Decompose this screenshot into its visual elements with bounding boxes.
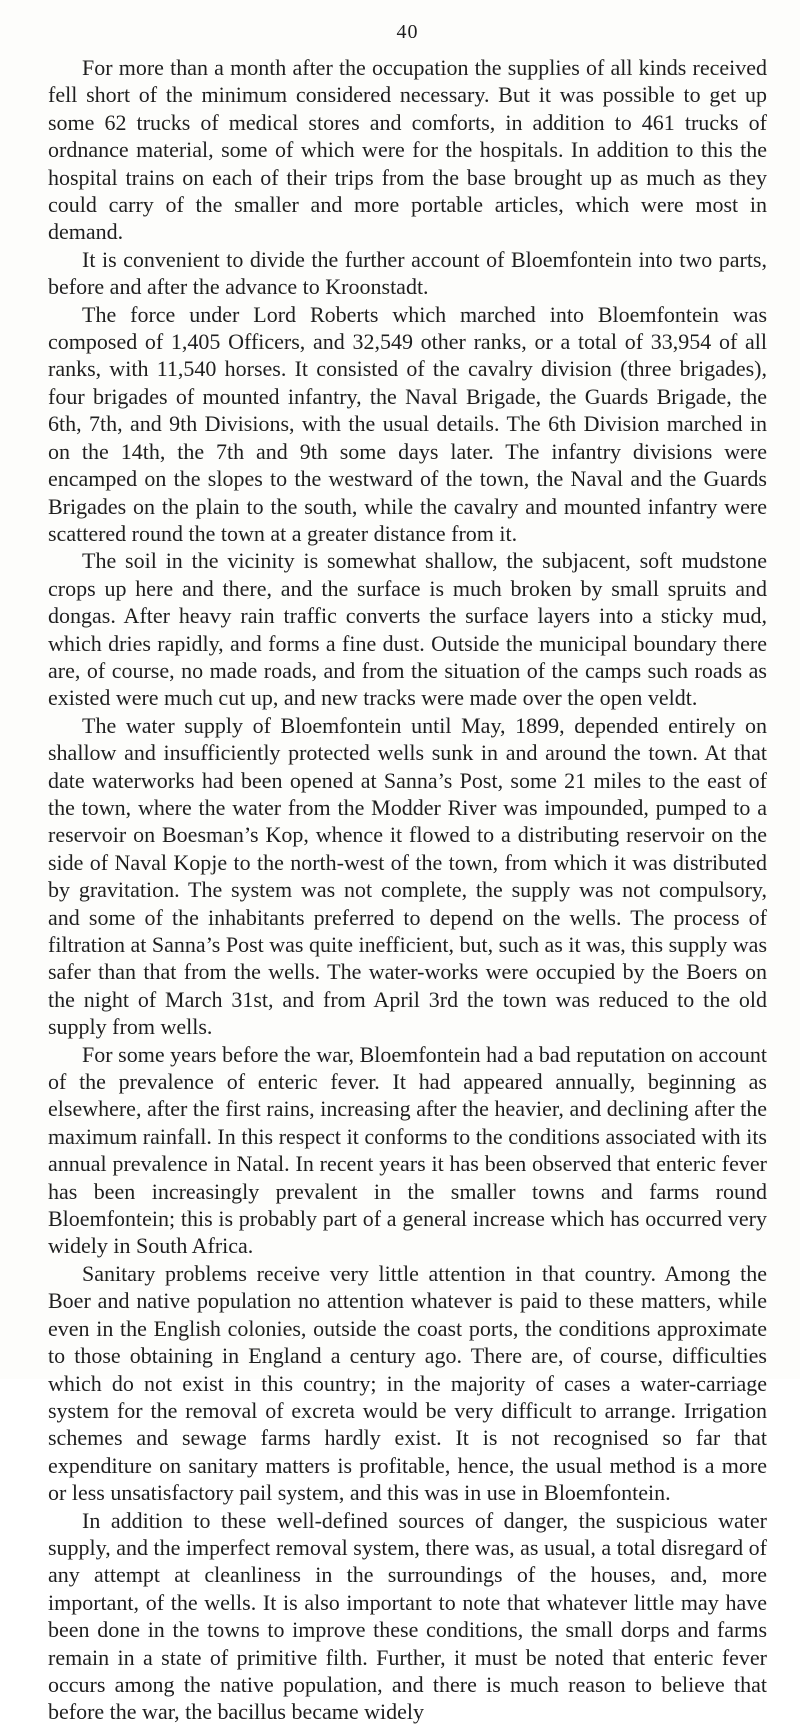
paragraph: It is convenient to divide the further account of Bloemfontein into two parts, before and after the advance to Kroonstadt. [48, 246, 767, 300]
body-text [48, 54, 767, 1726]
paragraph: The soil in the vicinity is somewhat shallow, the subjacent, soft mudstone crops up here and there, and the surface is much broken by small spruits and dongas. After heavy rain traffic converts the surface layers into a sticky mud, which dries rapidly, and forms a fine dust. Outside the municipal boundary there are, of course, no made roads, and from the situation of the camps such roads as existed were much cut up, and new tracks were made over the open veldt. [48, 548, 767, 711]
paragraph: Sanitary problems receive very little attention in that country. Among the Boer and native population no attention whatever is paid to these matters, while even in the English colonies, outside the coast ports, the conditions approximate to those obtaining in England a century ago. There are, of course, difficulties which do not exist in this country; in the majority of cases a water-carriage system for the removal of excreta would be very difficult to arrange. Irrigation schemes and sewage farms hardly exist. It is not recognised so far that expenditure on sanitary matters is profitable, hence, the usual method is a more or less unsatisfactory pail system, and this was in use in Bloemfontein. [48, 1260, 767, 1506]
paragraph: The water supply of Bloemfontein until May, 1899, depended entirely on shallow and insufficiently protected wells sunk in and around the town. At that date waterworks had been opened at Sanna’s Post, some 21 miles to the east of the town, where the water from the Modder River was impounded, pumped to a reservoir on Boesman’s Kop, whence it flowed to a distributing reservoir on the side of Naval Kopje to the north-west of the town, from which it was distributed by gravitation. The system was not complete, the supply was not compulsory, and some of the inhabitants preferred to depend on the wells. The process of filtration at Sanna’s Post was quite inefficient, but, such as it was, this supply was safer than that from the wells. The water-works were occupied by the Boers on the night of March 31st, and from April 3rd the town was reduced to the old supply from wells. [48, 712, 767, 1040]
paragraph: The force under Lord Roberts which marched into Bloemfontein was composed of 1,405 Officers, and 32,549 other ranks, or a total of 33,954 of all ranks, with 11,540 horses. It consisted of the cavalry division (three brigades), four brigades of mounted infantry, the Naval Brigade, the Guards Brigade, the 6th, 7th, and 9th Divisions, with the usual details. The 6th Division marched in on the 14th, the 7th and 9th some days later. The infantry divisions were encamped on the slopes to the westward of the town, the Naval and the Guards Brigades on the plain to the south, while the cavalry and mounted infantry were scattered round the town at a greater distance from it. [48, 301, 767, 546]
page-number: 40 [396, 21, 419, 43]
paragraph: For some years before the war, Bloemfontein had a bad reputation on account of the prevalence of enteric fever. It had appeared annually, beginning as elsewhere, after the first rains, increasing after the heavier, and declining after the maximum rainfall. In this respect it conforms to the conditions associated with its annual prevalence in Natal. In recent years it has been observed that enteric fever has been increasingly prevalent in the smaller towns and farms round Bloemfontein; this is probably part of a general increase which has occurred very widely in South Africa. [48, 1041, 767, 1259]
paragraph: In addition to these well-defined sources of danger, the suspicious water supply, and the imperfect removal system, there was, as usual, a total disregard of any attempt at cleanliness in the surroundings of the houses, and, more important, of the wells. It is also important to note that whatever little may have been done in the towns to improve these conditions, the small dorps and farms remain in a state of primitive filth. Further, it must be noted that enteric fever occurs among the native population, and there is much reason to believe that before the war, the bacillus became widely [48, 1507, 767, 1725]
paragraph: For more than a month after the occupation the supplies of all kinds received fell short of the minimum considered necessary. But it was possible to get up some 62 trucks of medical stores and comforts, in addition to 461 trucks of ordnance material, some of which were for the hospitals. In addition to this the hospital trains on each of their trips from the base brought up as much as they could carry of the smaller and more portable articles, which were most in demand. [48, 55, 767, 245]
